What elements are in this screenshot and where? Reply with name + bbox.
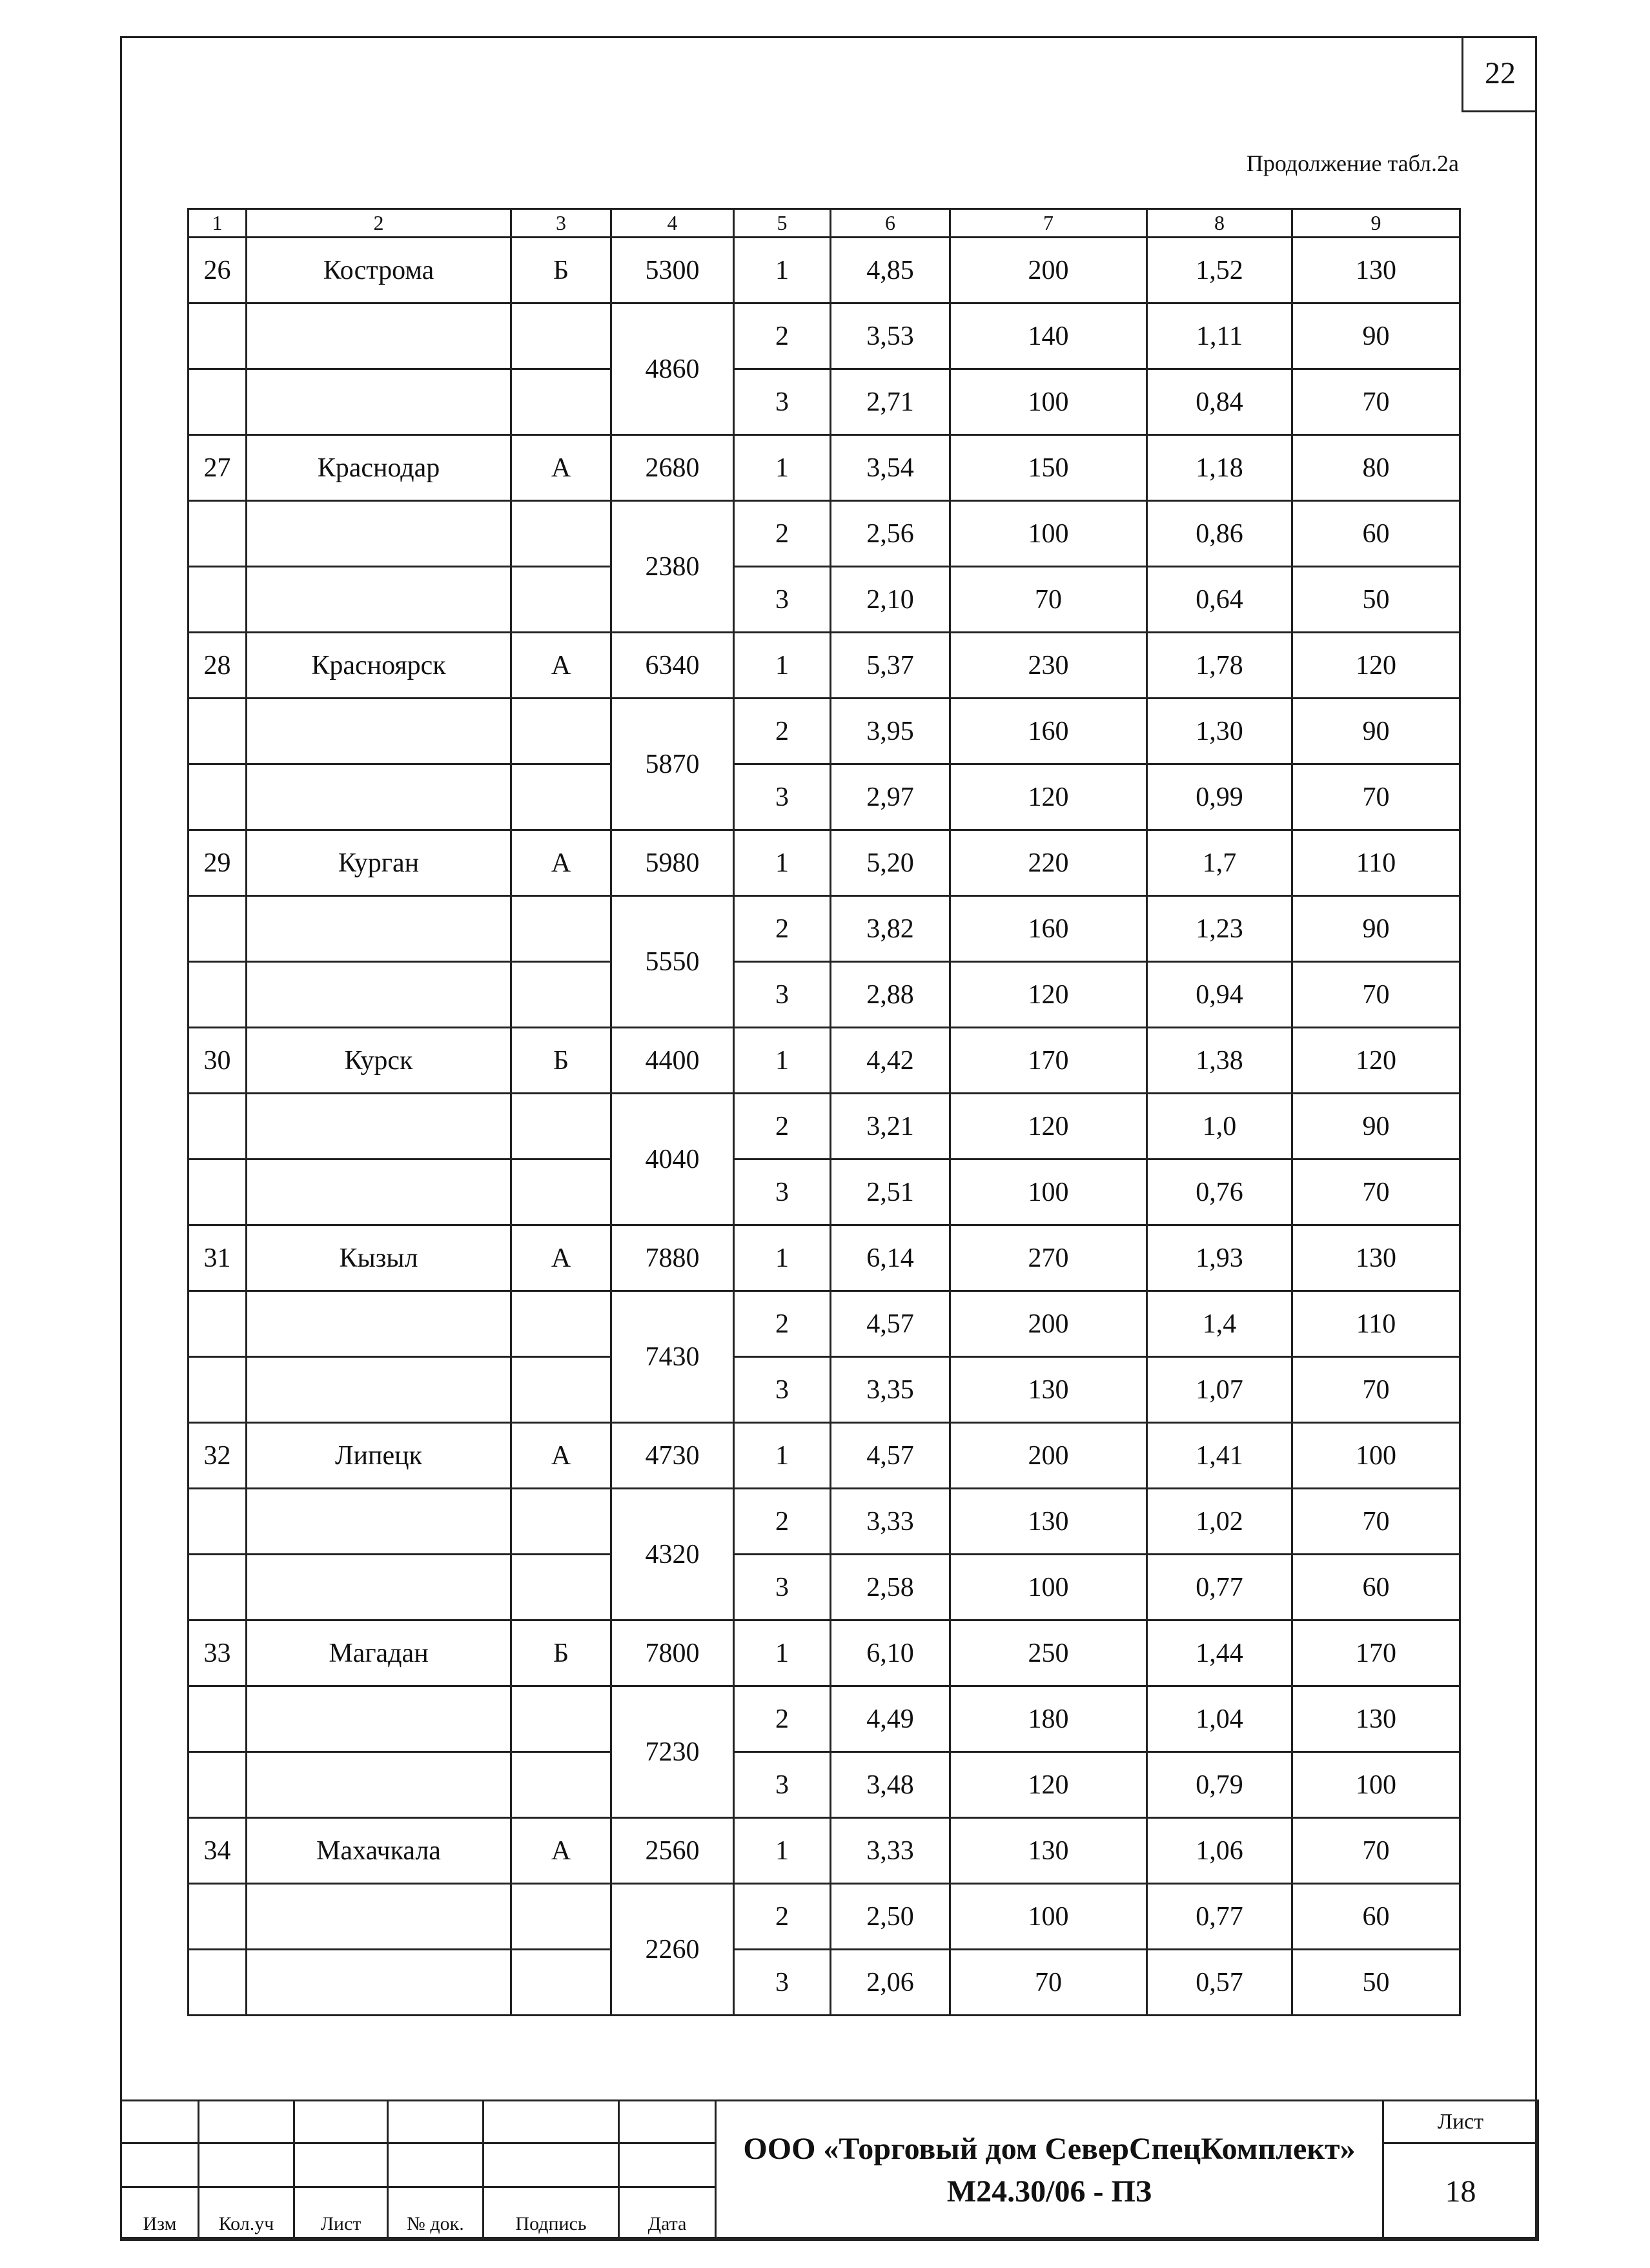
cell-col5: 1 <box>734 1225 831 1291</box>
col-header: 6 <box>831 209 950 238</box>
cell-col5: 1 <box>734 633 831 699</box>
stamp-label-kol-uch: Кол.уч <box>199 2187 294 2240</box>
empty-cell <box>511 1160 611 1225</box>
empty-cell <box>511 896 611 962</box>
empty-cell <box>511 1752 611 1818</box>
table-row <box>188 238 1460 303</box>
document-code: М24.30/06 - ПЗ <box>946 2174 1152 2209</box>
city-name: Кызыл <box>247 1225 511 1291</box>
cell-col7: 70 <box>950 567 1147 633</box>
zone: А <box>511 435 611 501</box>
empty-cell <box>188 764 247 830</box>
cell-col9: 110 <box>1292 1291 1460 1357</box>
cell-col9: 60 <box>1292 1555 1460 1620</box>
value-col4: 5300 <box>611 238 734 303</box>
cell-col8: 0,64 <box>1147 567 1292 633</box>
cell-col7: 200 <box>950 238 1147 303</box>
value-col4: 2380 <box>611 501 734 633</box>
cell-col8: 0,77 <box>1147 1884 1292 1950</box>
empty-cell <box>511 1094 611 1160</box>
cell-col8: 1,23 <box>1147 896 1292 962</box>
value-col4: 4320 <box>611 1489 734 1620</box>
cell-col6: 6,10 <box>831 1620 950 1686</box>
cell-col7: 170 <box>950 1028 1147 1094</box>
empty-cell <box>247 896 511 962</box>
cell-col5: 3 <box>734 764 831 830</box>
empty-cell <box>188 1686 247 1752</box>
row-number: 33 <box>188 1620 247 1686</box>
empty-cell <box>188 962 247 1028</box>
cell-col9: 70 <box>1292 962 1460 1028</box>
cell-col6: 3,33 <box>831 1489 950 1555</box>
cell-col7: 230 <box>950 633 1147 699</box>
cell-col5: 2 <box>734 699 831 764</box>
cell-col8: 1,7 <box>1147 830 1292 896</box>
cell-col9: 80 <box>1292 435 1460 501</box>
cell-col9: 70 <box>1292 764 1460 830</box>
cell-col6: 2,71 <box>831 369 950 435</box>
cell-col8: 0,94 <box>1147 962 1292 1028</box>
cell-col6: 3,54 <box>831 435 950 501</box>
city-name: Краснодар <box>247 435 511 501</box>
empty-cell <box>247 699 511 764</box>
cell-col6: 4,85 <box>831 238 950 303</box>
stamp-label-doc-no: № док. <box>388 2187 484 2240</box>
empty-cell <box>511 764 611 830</box>
cell-col7: 270 <box>950 1225 1147 1291</box>
table-row <box>188 1357 1460 1423</box>
cell-col9: 90 <box>1292 896 1460 962</box>
city-name: Липецк <box>247 1423 511 1489</box>
cell-col8: 1,4 <box>1147 1291 1292 1357</box>
cell-col8: 0,77 <box>1147 1555 1292 1620</box>
table-row <box>188 1225 1460 1291</box>
empty-cell <box>188 1291 247 1357</box>
cell-col7: 140 <box>950 303 1147 369</box>
empty-cell <box>247 501 511 567</box>
cell-col7: 120 <box>950 1094 1147 1160</box>
cell-col6: 2,88 <box>831 962 950 1028</box>
city-name: Красноярск <box>247 633 511 699</box>
cell-col5: 1 <box>734 1818 831 1884</box>
value-col4: 2680 <box>611 435 734 501</box>
table-row <box>188 1818 1460 1884</box>
table-row <box>188 1423 1460 1489</box>
zone: А <box>511 830 611 896</box>
empty-cell <box>188 896 247 962</box>
zone: А <box>511 1818 611 1884</box>
cell-col9: 90 <box>1292 1094 1460 1160</box>
cell-col9: 110 <box>1292 830 1460 896</box>
value-col4: 4860 <box>611 303 734 435</box>
row-number: 27 <box>188 435 247 501</box>
column-number-row <box>188 209 1460 238</box>
empty-cell <box>188 1160 247 1225</box>
cell-col6: 4,42 <box>831 1028 950 1094</box>
empty-cell <box>188 699 247 764</box>
cell-col7: 220 <box>950 830 1147 896</box>
empty-cell <box>247 1291 511 1357</box>
cell-col9: 170 <box>1292 1620 1460 1686</box>
cell-col9: 70 <box>1292 1489 1460 1555</box>
cell-col5: 2 <box>734 1884 831 1950</box>
cell-col6: 5,37 <box>831 633 950 699</box>
col-header: 8 <box>1147 209 1292 238</box>
zone: Б <box>511 1620 611 1686</box>
cell-col5: 1 <box>734 435 831 501</box>
cell-col8: 1,11 <box>1147 303 1292 369</box>
col-header: 5 <box>734 209 831 238</box>
cell-col5: 1 <box>734 830 831 896</box>
value-col4: 2260 <box>611 1884 734 2016</box>
cell-col7: 130 <box>950 1357 1147 1423</box>
cell-col8: 1,52 <box>1147 238 1292 303</box>
empty-cell <box>511 1884 611 1950</box>
cell-col9: 70 <box>1292 369 1460 435</box>
empty-cell <box>247 1555 511 1620</box>
value-col4: 7430 <box>611 1291 734 1423</box>
empty-cell <box>188 501 247 567</box>
table-row <box>188 501 1460 567</box>
cell-col6: 3,82 <box>831 896 950 962</box>
cell-col6: 2,50 <box>831 1884 950 1950</box>
cell-col5: 2 <box>734 896 831 962</box>
empty-cell <box>247 1686 511 1752</box>
cell-col9: 100 <box>1292 1752 1460 1818</box>
table-row <box>188 699 1460 764</box>
table-continuation-caption: Продолжение табл.2а <box>1246 150 1459 176</box>
cell-col7: 120 <box>950 764 1147 830</box>
cell-col5: 2 <box>734 1686 831 1752</box>
table-row <box>188 1686 1460 1752</box>
empty-cell <box>188 1489 247 1555</box>
city-name: Махачкала <box>247 1818 511 1884</box>
cell-col8: 1,44 <box>1147 1620 1292 1686</box>
cell-col5: 1 <box>734 1620 831 1686</box>
cell-col8: 1,07 <box>1147 1357 1292 1423</box>
cell-col5: 3 <box>734 1555 831 1620</box>
value-col4: 6340 <box>611 633 734 699</box>
cell-col5: 2 <box>734 1291 831 1357</box>
stamp-label-signature: Подпись <box>484 2187 619 2240</box>
cell-col7: 100 <box>950 369 1147 435</box>
cell-col7: 160 <box>950 896 1147 962</box>
title-block <box>120 2099 1539 2241</box>
cell-col7: 120 <box>950 962 1147 1028</box>
cell-col7: 160 <box>950 699 1147 764</box>
climate-data-table <box>187 208 1461 2016</box>
cell-col7: 150 <box>950 435 1147 501</box>
cell-col9: 50 <box>1292 567 1460 633</box>
cell-col5: 1 <box>734 1028 831 1094</box>
value-col4: 2560 <box>611 1818 734 1884</box>
cell-col6: 2,06 <box>831 1950 950 2016</box>
cell-col9: 60 <box>1292 1884 1460 1950</box>
value-col4: 7800 <box>611 1620 734 1686</box>
cell-col6: 4,57 <box>831 1291 950 1357</box>
table-row <box>188 1950 1460 2016</box>
empty-cell <box>511 501 611 567</box>
cell-col6: 4,49 <box>831 1686 950 1752</box>
cell-col5: 3 <box>734 1950 831 2016</box>
cell-col9: 100 <box>1292 1423 1460 1489</box>
cell-col6: 2,97 <box>831 764 950 830</box>
cell-col7: 200 <box>950 1291 1147 1357</box>
cell-col6: 5,20 <box>831 830 950 896</box>
row-number: 26 <box>188 238 247 303</box>
cell-col8: 1,02 <box>1147 1489 1292 1555</box>
page-number: 22 <box>1462 36 1537 112</box>
empty-cell <box>511 1291 611 1357</box>
cell-col6: 3,48 <box>831 1752 950 1818</box>
cell-col8: 1,93 <box>1147 1225 1292 1291</box>
table-row <box>188 1028 1460 1094</box>
empty-cell <box>511 1686 611 1752</box>
value-col4: 4730 <box>611 1423 734 1489</box>
cell-col6: 2,10 <box>831 567 950 633</box>
cell-col6: 3,53 <box>831 303 950 369</box>
table-row <box>188 633 1460 699</box>
empty-cell <box>511 1950 611 2016</box>
cell-col8: 1,41 <box>1147 1423 1292 1489</box>
empty-cell <box>247 1094 511 1160</box>
cell-col5: 2 <box>734 1094 831 1160</box>
empty-cell <box>247 1489 511 1555</box>
row-number: 28 <box>188 633 247 699</box>
cell-col8: 1,38 <box>1147 1028 1292 1094</box>
cell-col6: 3,35 <box>831 1357 950 1423</box>
table-row <box>188 830 1460 896</box>
empty-cell <box>188 1555 247 1620</box>
cell-col9: 120 <box>1292 1028 1460 1094</box>
table-row <box>188 1620 1460 1686</box>
cell-col9: 130 <box>1292 1225 1460 1291</box>
empty-cell <box>511 369 611 435</box>
cell-col8: 1,06 <box>1147 1818 1292 1884</box>
empty-cell <box>511 303 611 369</box>
empty-cell <box>247 567 511 633</box>
row-number: 29 <box>188 830 247 896</box>
zone: А <box>511 633 611 699</box>
cell-col8: 0,99 <box>1147 764 1292 830</box>
empty-cell <box>247 1357 511 1423</box>
cell-col6: 3,33 <box>831 1818 950 1884</box>
org-name-line: ООО «Торговый дом СеверСпецКомплект» <box>743 2131 1356 2166</box>
cell-col8: 0,76 <box>1147 1160 1292 1225</box>
empty-cell <box>188 369 247 435</box>
table-row <box>188 1884 1460 1950</box>
col-header: 2 <box>247 209 511 238</box>
cell-col8: 1,04 <box>1147 1686 1292 1752</box>
cell-col9: 130 <box>1292 238 1460 303</box>
value-col4: 5980 <box>611 830 734 896</box>
table-row <box>188 896 1460 962</box>
empty-cell <box>511 1357 611 1423</box>
table-row <box>188 764 1460 830</box>
cell-col5: 3 <box>734 962 831 1028</box>
city-name: Курган <box>247 830 511 896</box>
cell-col5: 2 <box>734 1489 831 1555</box>
empty-cell <box>188 1950 247 2016</box>
cell-col5: 1 <box>734 1423 831 1489</box>
cell-col5: 2 <box>734 303 831 369</box>
empty-cell <box>511 962 611 1028</box>
table-row <box>188 567 1460 633</box>
value-col4: 4400 <box>611 1028 734 1094</box>
value-col4: 7230 <box>611 1686 734 1818</box>
cell-col7: 250 <box>950 1620 1147 1686</box>
cell-col7: 100 <box>950 1884 1147 1950</box>
col-header: 4 <box>611 209 734 238</box>
city-name: Кострома <box>247 238 511 303</box>
empty-cell <box>188 303 247 369</box>
zone: А <box>511 1423 611 1489</box>
cell-col6: 2,56 <box>831 501 950 567</box>
cell-col9: 120 <box>1292 633 1460 699</box>
cell-col8: 0,84 <box>1147 369 1292 435</box>
empty-cell <box>247 764 511 830</box>
cell-col9: 90 <box>1292 699 1460 764</box>
cell-col9: 70 <box>1292 1160 1460 1225</box>
cell-col5: 3 <box>734 369 831 435</box>
value-col4: 4040 <box>611 1094 734 1225</box>
cell-col8: 1,0 <box>1147 1094 1292 1160</box>
cell-col6: 3,21 <box>831 1094 950 1160</box>
cell-col7: 100 <box>950 501 1147 567</box>
cell-col9: 130 <box>1292 1686 1460 1752</box>
cell-col7: 180 <box>950 1686 1147 1752</box>
cell-col7: 120 <box>950 1752 1147 1818</box>
empty-cell <box>511 567 611 633</box>
cell-col9: 50 <box>1292 1950 1460 2016</box>
row-number: 32 <box>188 1423 247 1489</box>
stamp-label-list: Лист <box>294 2187 388 2240</box>
stamp-label-izm: Изм <box>121 2187 199 2240</box>
organization-name <box>716 2101 1383 2240</box>
cell-col7: 100 <box>950 1555 1147 1620</box>
sheet-label: Лист <box>1383 2101 1538 2143</box>
empty-cell <box>247 303 511 369</box>
value-col4: 7880 <box>611 1225 734 1291</box>
cell-col5: 3 <box>734 567 831 633</box>
table-row <box>188 303 1460 369</box>
city-name: Курск <box>247 1028 511 1094</box>
empty-cell <box>247 962 511 1028</box>
value-col4: 5870 <box>611 699 734 830</box>
row-number: 34 <box>188 1818 247 1884</box>
cell-col6: 3,95 <box>831 699 950 764</box>
table-row <box>188 962 1460 1028</box>
cell-col9: 90 <box>1292 303 1460 369</box>
sheet-number: 18 <box>1383 2143 1538 2240</box>
table-row <box>188 1160 1460 1225</box>
empty-cell <box>188 1094 247 1160</box>
cell-col5: 3 <box>734 1357 831 1423</box>
col-header: 3 <box>511 209 611 238</box>
empty-cell <box>511 1489 611 1555</box>
empty-cell <box>188 1884 247 1950</box>
col-header: 9 <box>1292 209 1460 238</box>
col-header: 1 <box>188 209 247 238</box>
cell-col8: 0,86 <box>1147 501 1292 567</box>
empty-cell <box>247 1752 511 1818</box>
empty-cell <box>188 567 247 633</box>
cell-col6: 2,51 <box>831 1160 950 1225</box>
empty-cell <box>188 1357 247 1423</box>
city-name: Магадан <box>247 1620 511 1686</box>
cell-col6: 2,58 <box>831 1555 950 1620</box>
cell-col7: 130 <box>950 1489 1147 1555</box>
table-row <box>188 1094 1460 1160</box>
empty-cell <box>188 1752 247 1818</box>
col-header: 7 <box>950 209 1147 238</box>
value-col4: 5550 <box>611 896 734 1028</box>
cell-col7: 100 <box>950 1160 1147 1225</box>
cell-col5: 3 <box>734 1160 831 1225</box>
cell-col8: 0,79 <box>1147 1752 1292 1818</box>
zone: Б <box>511 1028 611 1094</box>
cell-col9: 70 <box>1292 1818 1460 1884</box>
cell-col7: 70 <box>950 1950 1147 2016</box>
table-row <box>188 1489 1460 1555</box>
cell-col8: 0,57 <box>1147 1950 1292 2016</box>
cell-col7: 130 <box>950 1818 1147 1884</box>
stamp-label-date: Дата <box>619 2187 716 2240</box>
cell-col8: 1,18 <box>1147 435 1292 501</box>
empty-cell <box>247 1950 511 2016</box>
empty-cell <box>247 1160 511 1225</box>
table-row <box>188 1752 1460 1818</box>
empty-cell <box>511 699 611 764</box>
table-row <box>188 1555 1460 1620</box>
cell-col9: 60 <box>1292 501 1460 567</box>
table-row <box>188 435 1460 501</box>
table-row <box>188 1291 1460 1357</box>
cell-col9: 70 <box>1292 1357 1460 1423</box>
cell-col5: 2 <box>734 501 831 567</box>
cell-col6: 4,57 <box>831 1423 950 1489</box>
empty-cell <box>511 1555 611 1620</box>
cell-col5: 1 <box>734 238 831 303</box>
empty-cell <box>247 1884 511 1950</box>
zone: А <box>511 1225 611 1291</box>
empty-cell <box>247 369 511 435</box>
cell-col5: 3 <box>734 1752 831 1818</box>
zone: Б <box>511 238 611 303</box>
row-number: 31 <box>188 1225 247 1291</box>
cell-col6: 6,14 <box>831 1225 950 1291</box>
row-number: 30 <box>188 1028 247 1094</box>
cell-col8: 1,30 <box>1147 699 1292 764</box>
table-row <box>188 369 1460 435</box>
cell-col8: 1,78 <box>1147 633 1292 699</box>
cell-col7: 200 <box>950 1423 1147 1489</box>
